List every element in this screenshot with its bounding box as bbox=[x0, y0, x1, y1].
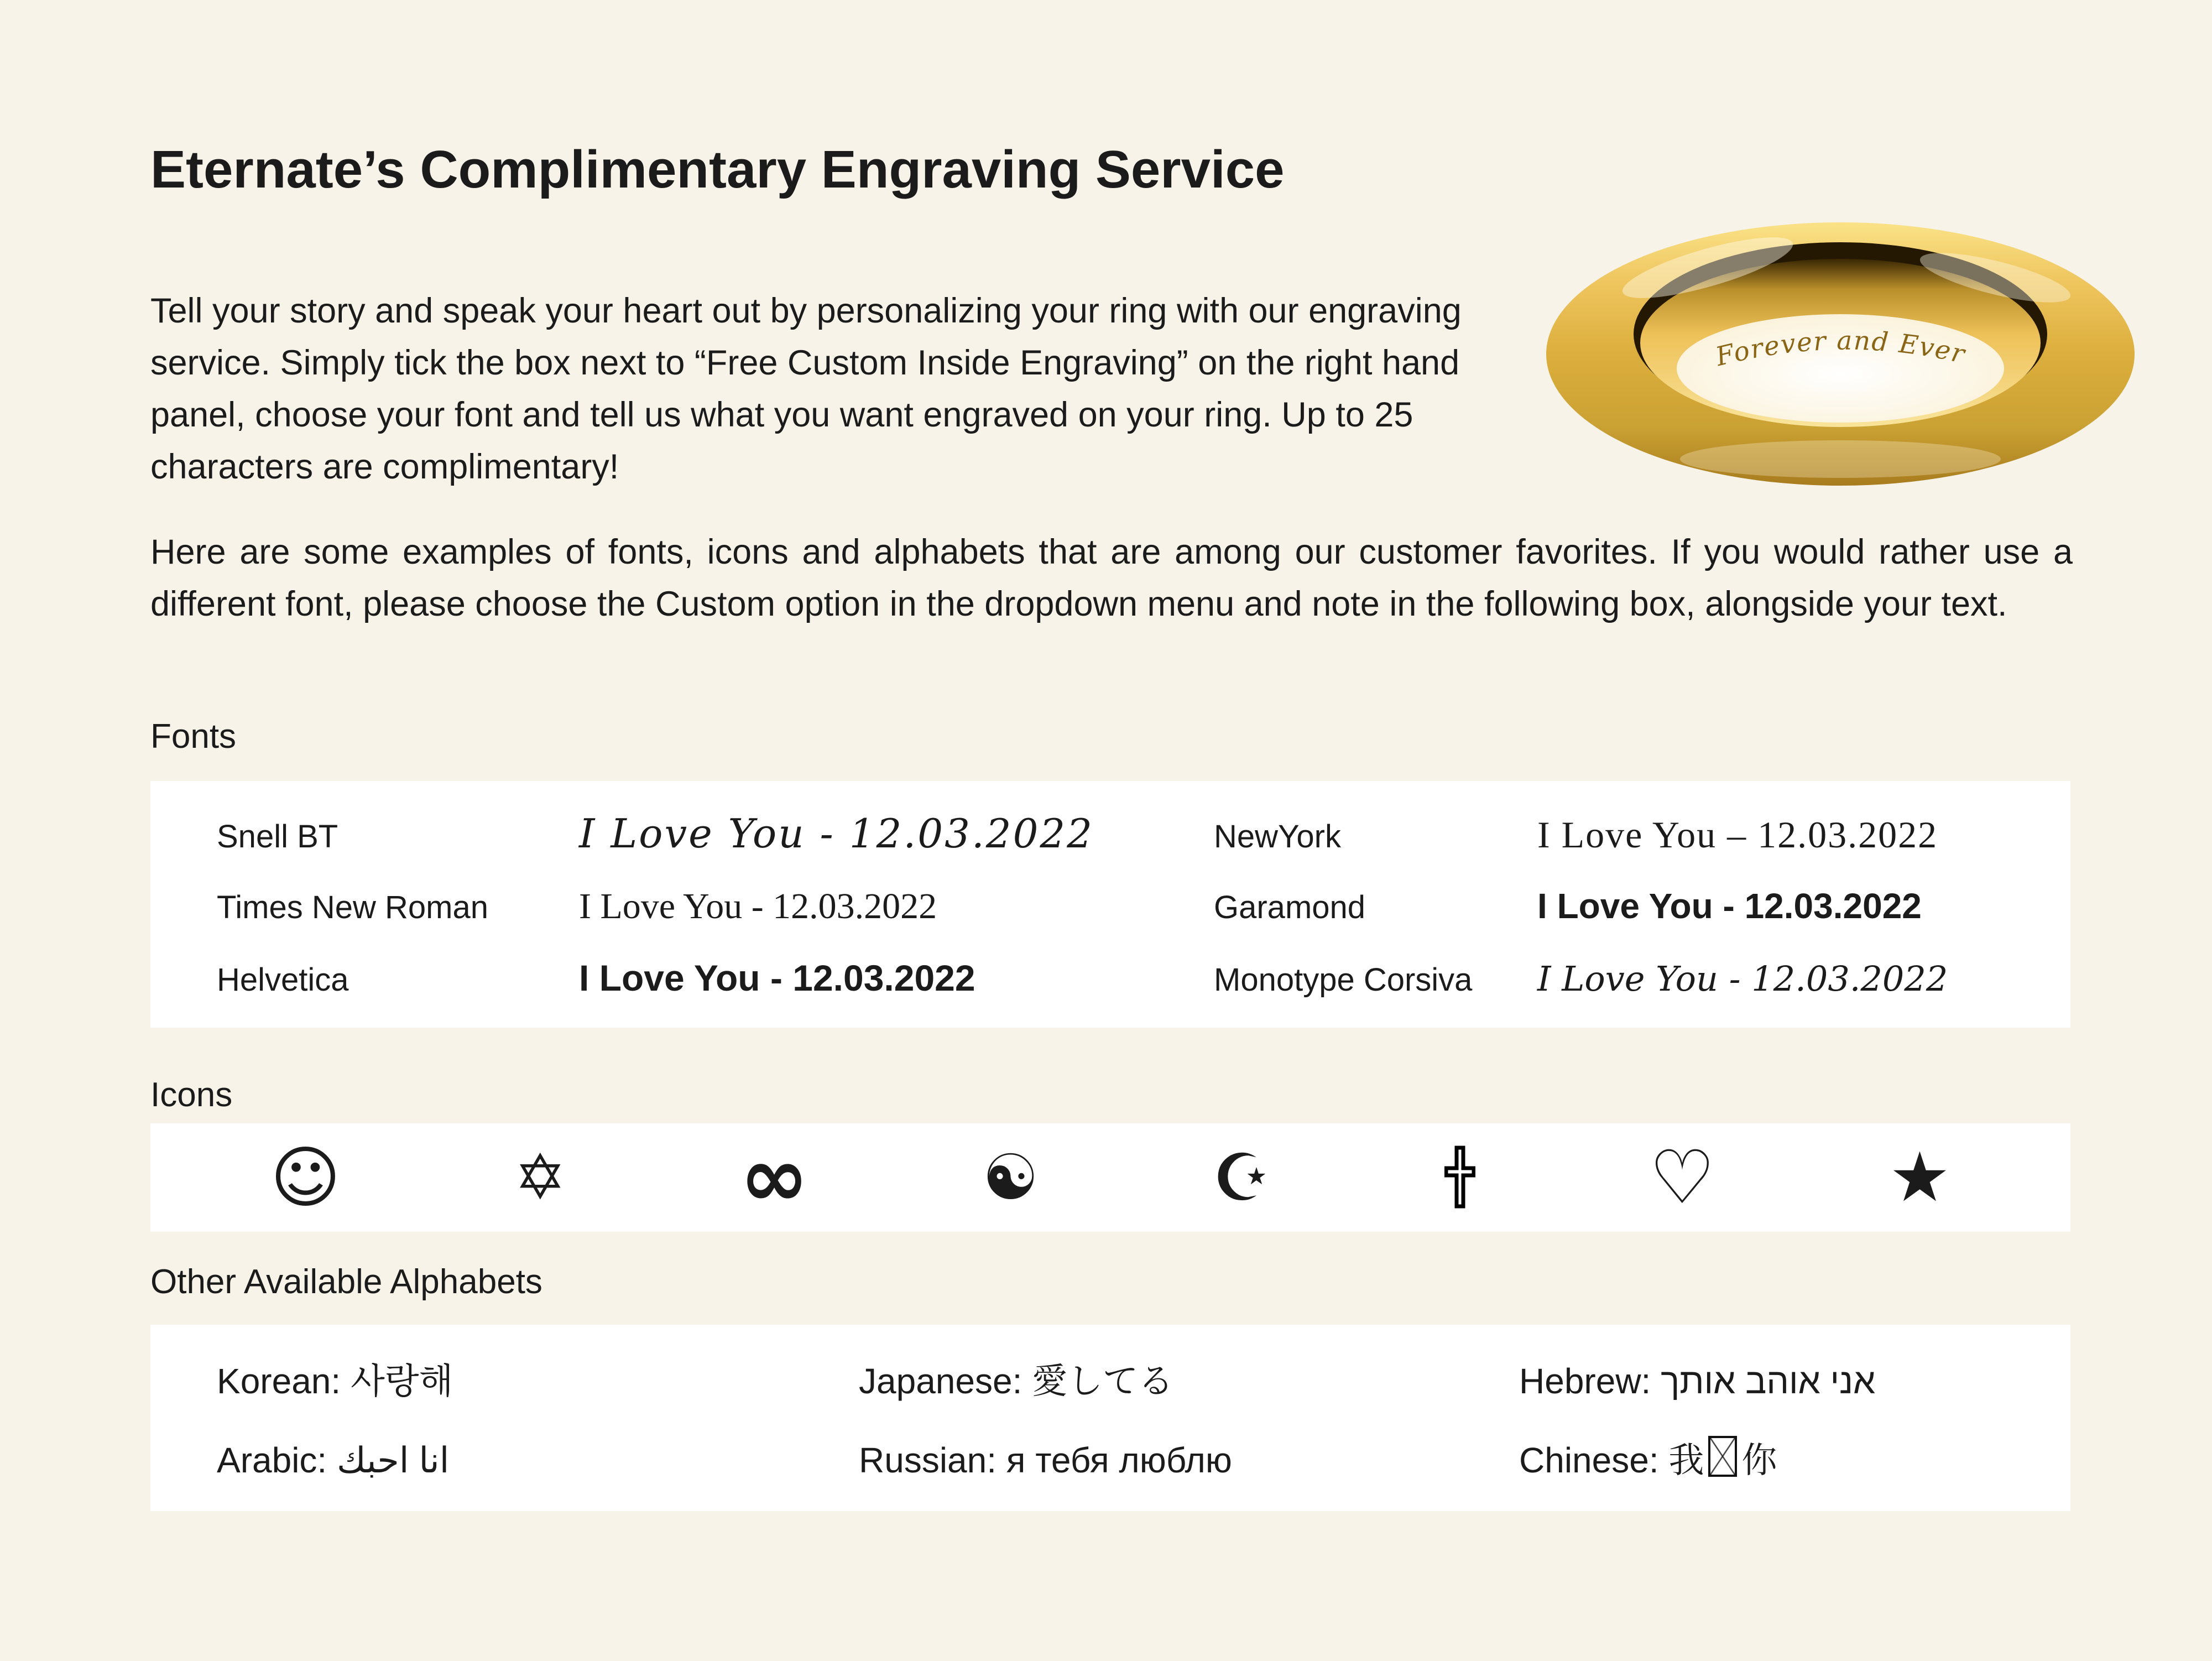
font-name-times-new-roman: Times New Roman bbox=[217, 889, 488, 925]
alphabets-row bbox=[217, 1353, 2070, 1404]
alphabet-sample-prefix: 我 bbox=[1668, 1440, 1704, 1480]
fonts-grid bbox=[150, 781, 2070, 1028]
alphabet-arabic bbox=[217, 1440, 859, 1481]
font-name-snell-bt: Snell BT bbox=[217, 818, 338, 855]
alphabets-section-label: Other Available Alphabets bbox=[150, 1263, 542, 1301]
font-sample-garamond: I Love You - 12.03.2022 bbox=[1537, 886, 1922, 926]
alphabet-sample: انا احبك bbox=[336, 1440, 450, 1480]
alphabet-korean bbox=[217, 1353, 859, 1404]
alphabet-sample: я тебя люблю bbox=[1006, 1440, 1232, 1480]
alphabet-sample-suffix: 你 bbox=[1741, 1440, 1777, 1480]
alphabet-japanese bbox=[859, 1353, 1519, 1404]
examples-note: Here are some examples of fonts, icons and alphabets that are among our customer favorites. If you would rather use a different font, please choose the Custom option in the dropdown menu and note in the following box, alongside your text. bbox=[150, 533, 2073, 623]
fonts-section-label: Fonts bbox=[150, 717, 237, 756]
gold-ring-illustration bbox=[1542, 217, 2139, 487]
yin-yang-icon: ☯ bbox=[982, 1141, 1039, 1214]
alphabet-sample: 愛してる bbox=[1032, 1361, 1174, 1401]
star-of-david-icon: ✡ bbox=[514, 1142, 566, 1214]
crescent-star-icon: ☪ bbox=[1212, 1139, 1271, 1216]
smiley-face-icon: ☺ bbox=[270, 1138, 341, 1217]
alphabet-sample: אני אוהב אותך bbox=[1661, 1361, 1876, 1401]
missing-glyph-box bbox=[1708, 1436, 1737, 1477]
font-row bbox=[217, 810, 2070, 857]
font-sample-helvetica: I Love You - 12.03.2022 bbox=[579, 957, 975, 998]
font-sample-newyork: I Love You – 12.03.2022 bbox=[1537, 813, 1938, 856]
filled-star-icon: ★ bbox=[1888, 1138, 1950, 1217]
icons-section-label: Icons bbox=[150, 1076, 233, 1114]
intro-paragraph: Tell your story and speak your heart out by personalizing your ring with our engraving service. Simply tick the box next to “Free Custom Inside Engraving” on the right hand panel, choose your font and tell us what you want engraved on your ring. Up to 25 characters are complimentary! bbox=[150, 291, 1462, 486]
fonts-panel bbox=[150, 781, 2070, 1028]
alphabets-grid bbox=[150, 1325, 2070, 1511]
alphabets-panel bbox=[150, 1325, 2070, 1511]
icons-row bbox=[150, 1123, 2070, 1232]
alphabet-russian bbox=[859, 1440, 1519, 1481]
engraved-ring-image bbox=[1542, 217, 2139, 487]
font-sample-monotype-corsiva: I Love You - 12.03.2022 bbox=[1537, 958, 1948, 999]
alphabet-language-label: Russian: bbox=[859, 1440, 997, 1480]
alphabet-language-label: Hebrew: bbox=[1519, 1361, 1651, 1401]
font-name-monotype-corsiva: Monotype Corsiva bbox=[1214, 961, 1473, 998]
alphabet-language-label: Korean: bbox=[217, 1361, 341, 1401]
alphabet-language-label: Japanese: bbox=[859, 1361, 1022, 1401]
alphabets-row bbox=[217, 1432, 2070, 1483]
page-title: Eternate’s Complimentary Engraving Service bbox=[150, 140, 1285, 199]
font-row bbox=[217, 957, 2070, 999]
infinity-icon: ∞ bbox=[739, 1129, 809, 1226]
heart-icon: ♡ bbox=[1648, 1134, 1715, 1221]
latin-cross-icon bbox=[1444, 1145, 1475, 1211]
font-name-garamond: Garamond bbox=[1214, 889, 1366, 925]
font-sample-snell-bt: I Love You - 12.03.2022 bbox=[579, 810, 1094, 857]
alphabet-language-label: Arabic: bbox=[217, 1440, 327, 1480]
ring-engraving-text: Forever and Ever bbox=[1713, 325, 1969, 373]
font-row bbox=[217, 886, 2070, 928]
alphabet-sample: 사랑해 bbox=[350, 1361, 453, 1401]
alphabet-hebrew bbox=[1519, 1361, 2070, 1402]
font-sample-times-new-roman: I Love You - 12.03.2022 bbox=[579, 886, 937, 926]
alphabet-language-label: Chinese: bbox=[1519, 1440, 1659, 1480]
alphabet-chinese bbox=[1519, 1432, 2070, 1483]
font-name-newyork: NewYork bbox=[1214, 818, 1341, 855]
font-name-helvetica: Helvetica bbox=[217, 961, 349, 998]
icons-panel bbox=[150, 1123, 2070, 1232]
